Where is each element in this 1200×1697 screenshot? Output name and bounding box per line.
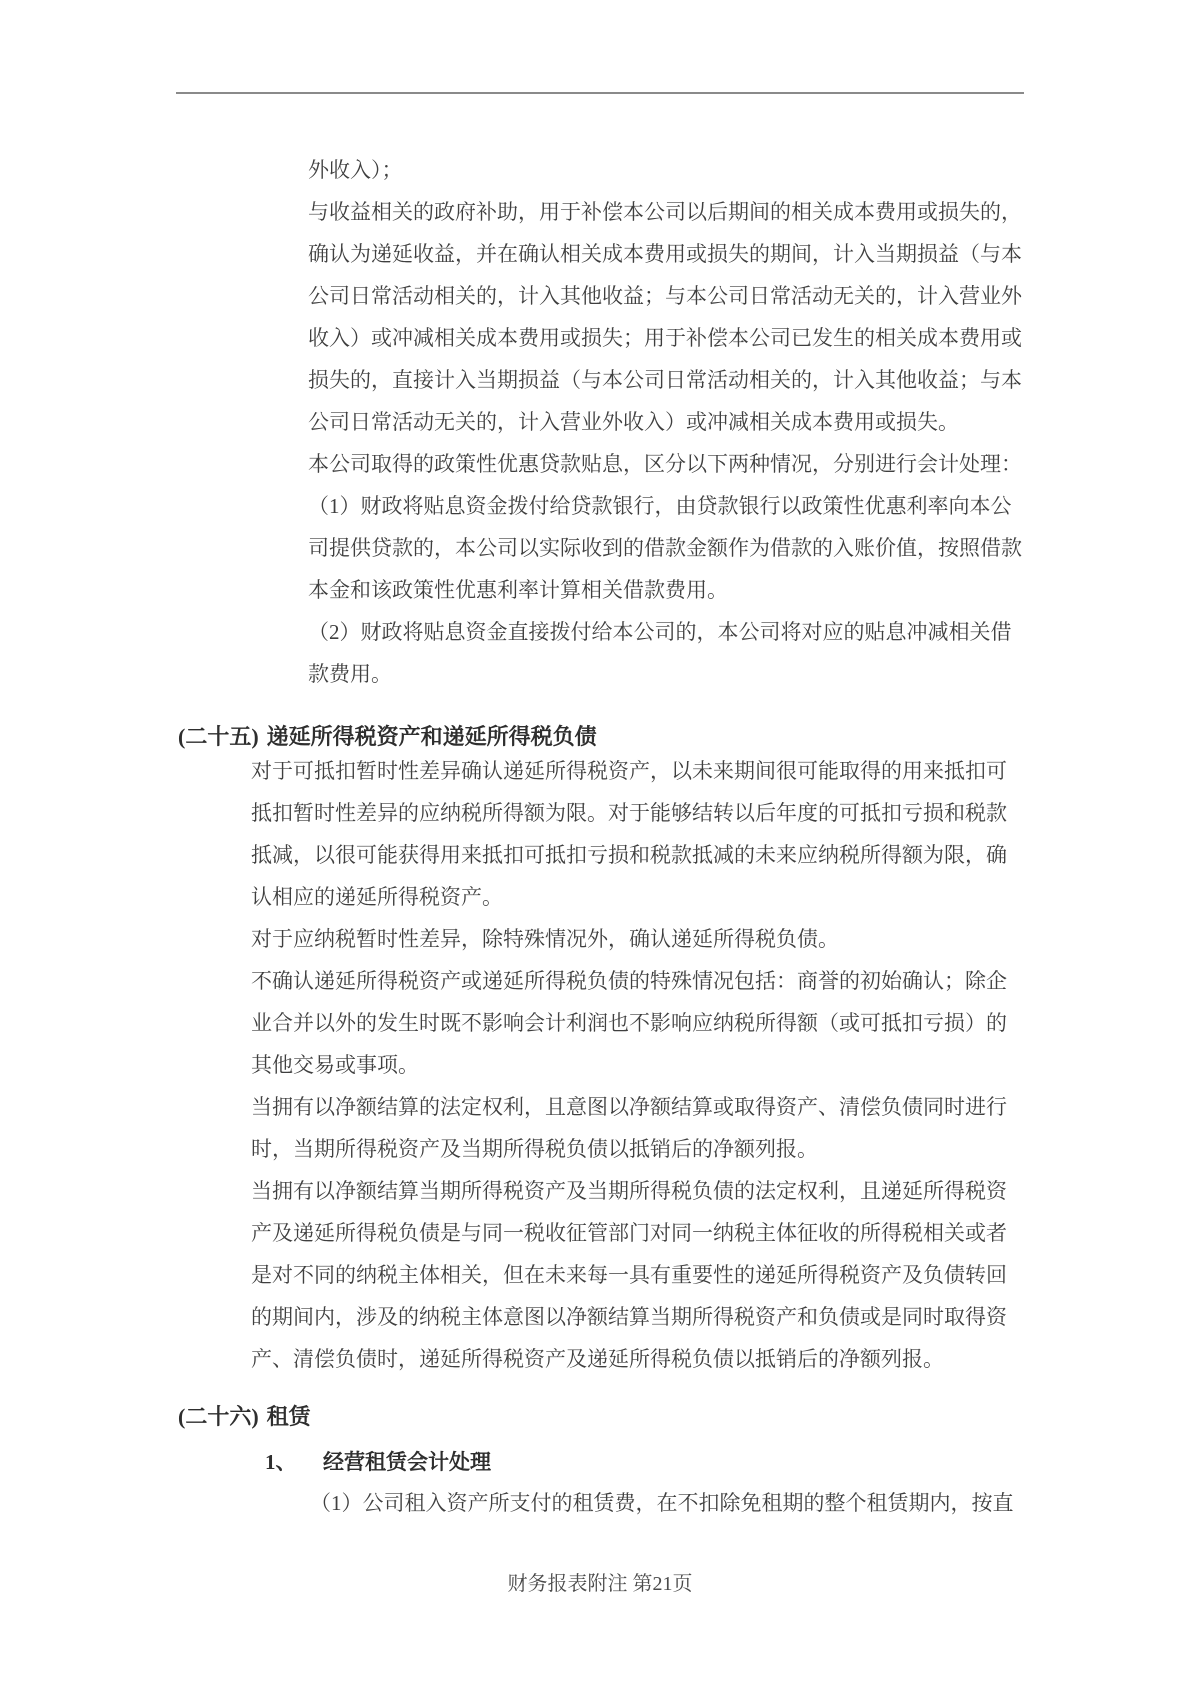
text-line: 外收入）； [308, 158, 403, 182]
text-line: 当拥有以净额结算的法定权利，且意图以净额结算或取得资产、清偿负债同时进行 [251, 1095, 1007, 1119]
section-25-title: 递延所得税资产和递延所得税负债 [266, 724, 597, 749]
text-line: 抵减，以很可能获得用来抵扣可抵扣亏损和税款抵减的未来应纳税所得额为限，确 [251, 843, 1007, 867]
page-footer: 财务报表附注 第21页 [507, 1573, 693, 1595]
text-line: 是对不同的纳税主体相关，但在未来每一具有重要性的递延所得税资产及负债转回 [251, 1263, 1007, 1287]
text-line: 业合并以外的发生时既不影响会计利润也不影响应纳税所得额（或可抵扣亏损）的 [251, 1011, 1007, 1035]
text-line: （2）财政将贴息资金直接拨付给本公司的，本公司将对应的贴息冲减相关借 [308, 620, 1012, 644]
text-line: 收入）或冲减相关成本费用或损失；用于补偿本公司已发生的相关成本费用或 [308, 326, 1022, 350]
text-line: 当拥有以净额结算当期所得税资产及当期所得税负债的法定权利，且递延所得税资 [251, 1179, 1007, 1203]
text-line: （1）财政将贴息资金拨付给贷款银行，由贷款银行以政策性优惠利率向本公 [308, 494, 1012, 518]
deferred-tax-paragraph [251, 750, 1029, 1380]
lease-paragraph [310, 1482, 1028, 1524]
text-line: 时，当期所得税资产及当期所得税负债以抵销后的净额列报。 [251, 1137, 818, 1161]
text-line: 款费用。 [308, 662, 392, 686]
section-26-number: (二十六) [178, 1404, 259, 1429]
text-line: 认相应的递延所得税资产。 [251, 885, 503, 909]
text-line: 确认为递延收益，并在确认相关成本费用或损失的期间，计入当期损益（与本 [308, 242, 1022, 266]
government-grants-paragraph [308, 149, 1028, 695]
text-line: （1）公司租入资产所支付的租赁费，在不扣除免租期的整个租赁期内，按直 [310, 1491, 1014, 1515]
section-26-title: 租赁 [266, 1404, 311, 1429]
text-line: 其他交易或事项。 [251, 1053, 419, 1077]
text-line: 本公司取得的政策性优惠贷款贴息，区分以下两种情况，分别进行会计处理： [308, 452, 1022, 476]
text-line: 损失的，直接计入当期损益（与本公司日常活动相关的，计入其他收益；与本 [308, 368, 1022, 392]
text-line: 产、清偿负债时，递延所得税资产及递延所得税负债以抵销后的净额列报。 [251, 1347, 944, 1371]
text-line: 对于可抵扣暂时性差异确认递延所得税资产，以未来期间很可能取得的用来抵扣可 [251, 759, 1007, 783]
text-line: 抵扣暂时性差异的应纳税所得额为限。对于能够结转以后年度的可抵扣亏损和税款 [251, 801, 1007, 825]
text-line: 司提供贷款的，本公司以实际收到的借款金额作为借款的入账价值，按照借款 [308, 536, 1022, 560]
text-line: 产及递延所得税负债是与同一税收征管部门对同一纳税主体征收的所得税相关或者 [251, 1221, 1007, 1245]
text-line: 与收益相关的政府补助，用于补偿本公司以后期间的相关成本费用或损失的， [308, 200, 1022, 224]
header-divider-line [176, 92, 1024, 94]
section-25-number: (二十五) [178, 724, 259, 749]
section-26-heading [178, 1396, 311, 1438]
text-line: 本金和该政策性优惠利率计算相关借款费用。 [308, 578, 728, 602]
operating-lease-subheading [265, 1441, 491, 1483]
subheading-item-number: 1、 [265, 1450, 297, 1474]
text-line: 不确认递延所得税资产或递延所得税负债的特殊情况包括：商誉的初始确认；除企 [251, 969, 1007, 993]
text-line: 对于应纳税暂时性差异，除特殊情况外，确认递延所得税负债。 [251, 927, 839, 951]
text-line: 公司日常活动相关的，计入其他收益；与本公司日常活动无关的，计入营业外 [308, 284, 1022, 308]
text-line: 的期间内，涉及的纳税主体意图以净额结算当期所得税资产和负债或是同时取得资 [251, 1305, 1007, 1329]
text-line: 公司日常活动无关的，计入营业外收入）或冲减相关成本费用或损失。 [308, 410, 959, 434]
subheading-item-title: 经营租赁会计处理 [323, 1450, 491, 1474]
